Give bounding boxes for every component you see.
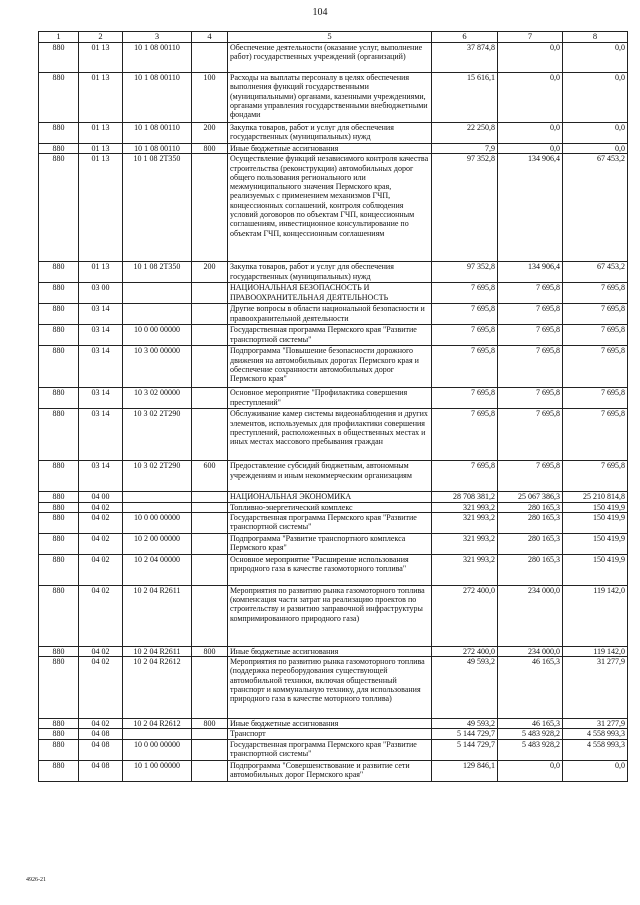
cell-target-article: 10 2 04 R2612 [123,657,192,719]
cell-expense-type: 100 [192,73,228,123]
cell-amount-1: 22 250,8 [432,123,498,144]
cell-amount-3: 7 695,8 [563,461,628,492]
table-row [39,461,628,492]
table-row [39,502,628,512]
cell-ved: 880 [39,43,79,73]
cell-expense-type [192,492,228,502]
cell-section: 01 13 [79,262,123,283]
cell-name: Основное мероприятие "Профилактика совершения преступлений" [228,388,432,409]
cell-name: Предоставление субсидий бюджетным, автономным учреждениям и иным некоммерческим организациям [228,461,432,492]
cell-name: Расходы на выплаты персоналу в целях обеспечения выполнения функций государственными (муниципальными) органами, казенными учреждениями, органами управления государственными внебюджетными фондами [228,73,432,123]
cell-name: Осуществление функций независимого контроля качества строительства (реконструкции) автомобильных дорог общего пользования регионального или межмуниципального значения Пермского края, реализуемых с применением механизмов ГЧП, концессионных соглашений, контроля соблюдения условий договоров по объектам ГЧП, концессионным соглашениям, инвестиционное консультирование по объектам ГЧП, концессионным соглашениям [228,154,432,262]
cell-expense-type [192,304,228,325]
cell-expense-type [192,657,228,719]
cell-expense-type [192,512,228,533]
cell-amount-1: 49 593,2 [432,657,498,719]
table-row [39,123,628,144]
cell-amount-2: 0,0 [498,144,563,154]
cell-ved: 880 [39,739,79,760]
cell-amount-3: 119 142,0 [563,646,628,656]
cell-expense-type [192,325,228,346]
cell-amount-3: 31 277,9 [563,657,628,719]
cell-ved: 880 [39,492,79,502]
cell-amount-3: 67 453,2 [563,262,628,283]
cell-ved: 880 [39,554,79,585]
cell-expense-type [192,409,228,461]
cell-amount-3: 4 558 993,3 [563,729,628,739]
cell-amount-3: 7 695,8 [563,283,628,304]
cell-name: Обслуживание камер системы видеонаблюдения и других элементов, используемых для профилактики совершения преступлений, расположенных в общественных местах и иных местах массового пребывания граждан [228,409,432,461]
cell-amount-1: 97 352,8 [432,154,498,262]
cell-target-article [123,729,192,739]
cell-name: Транспорт [228,729,432,739]
cell-target-article: 10 1 08 00110 [123,73,192,123]
table-row [39,533,628,554]
table-row [39,554,628,585]
cell-amount-2: 280 165,3 [498,512,563,533]
cell-amount-1: 321 993,2 [432,554,498,585]
cell-amount-1: 97 352,8 [432,262,498,283]
cell-expense-type: 800 [192,646,228,656]
cell-expense-type: 200 [192,262,228,283]
cell-expense-type [192,502,228,512]
cell-amount-3: 31 277,9 [563,719,628,729]
cell-amount-1: 321 993,2 [432,502,498,512]
cell-amount-1: 129 846,1 [432,760,498,781]
cell-section: 03 14 [79,461,123,492]
cell-name: Государственная программа Пермского края "Развитие транспортной системы" [228,512,432,533]
table-row [39,512,628,533]
cell-amount-1: 321 993,2 [432,533,498,554]
cell-amount-1: 5 144 729,7 [432,739,498,760]
table-row [39,346,628,388]
cell-expense-type [192,346,228,388]
cell-section: 01 13 [79,144,123,154]
cell-section: 04 02 [79,502,123,512]
cell-amount-1: 15 616,1 [432,73,498,123]
cell-amount-2: 0,0 [498,43,563,73]
cell-amount-3: 150 419,9 [563,502,628,512]
cell-target-article: 10 2 04 R2612 [123,719,192,729]
cell-section: 01 13 [79,123,123,144]
cell-expense-type [192,43,228,73]
cell-section: 04 02 [79,646,123,656]
cell-amount-2: 5 483 928,2 [498,739,563,760]
table-row [39,73,628,123]
header-col-7: 7 [498,32,563,43]
cell-ved: 880 [39,512,79,533]
table-row [39,585,628,646]
cell-ved: 880 [39,304,79,325]
cell-ved: 880 [39,388,79,409]
cell-amount-2: 25 067 386,3 [498,492,563,502]
cell-name: Государственная программа Пермского края "Развитие транспортной системы" [228,325,432,346]
cell-amount-2: 0,0 [498,123,563,144]
cell-amount-1: 7 695,8 [432,346,498,388]
cell-amount-3: 119 142,0 [563,585,628,646]
cell-section: 04 02 [79,512,123,533]
cell-section: 03 14 [79,388,123,409]
cell-expense-type: 600 [192,461,228,492]
cell-amount-3: 0,0 [563,43,628,73]
cell-amount-3: 67 453,2 [563,154,628,262]
cell-target-article: 10 2 04 00000 [123,554,192,585]
cell-section: 04 08 [79,729,123,739]
table-row [39,388,628,409]
cell-ved: 880 [39,262,79,283]
cell-expense-type [192,729,228,739]
cell-amount-3: 7 695,8 [563,409,628,461]
cell-amount-2: 134 906,4 [498,154,563,262]
cell-expense-type [192,283,228,304]
cell-section: 03 14 [79,409,123,461]
cell-amount-2: 280 165,3 [498,533,563,554]
cell-section: 03 14 [79,304,123,325]
cell-section: 04 00 [79,492,123,502]
cell-amount-2: 234 000,0 [498,646,563,656]
cell-ved: 880 [39,719,79,729]
cell-amount-1: 5 144 729,7 [432,729,498,739]
cell-target-article: 10 2 04 R2611 [123,646,192,656]
cell-ved: 880 [39,73,79,123]
cell-target-article [123,304,192,325]
header-col-8: 8 [563,32,628,43]
cell-amount-1: 7 695,8 [432,304,498,325]
cell-name: Иные бюджетные ассигнования [228,144,432,154]
cell-ved: 880 [39,325,79,346]
cell-expense-type: 800 [192,144,228,154]
cell-target-article: 10 1 08 00110 [123,123,192,144]
cell-amount-2: 7 695,8 [498,283,563,304]
header-col-1: 1 [39,32,79,43]
cell-ved: 880 [39,154,79,262]
cell-ved: 880 [39,409,79,461]
cell-expense-type [192,533,228,554]
cell-target-article: 10 3 02 2Т290 [123,461,192,492]
table-row [39,283,628,304]
cell-amount-2: 7 695,8 [498,346,563,388]
cell-amount-3: 25 210 814,8 [563,492,628,502]
cell-target-article: 10 1 08 2Т350 [123,154,192,262]
cell-name: Топливно-энергетический комплекс [228,502,432,512]
cell-ved: 880 [39,760,79,781]
cell-amount-1: 7,9 [432,144,498,154]
cell-target-article: 10 2 00 00000 [123,533,192,554]
cell-ved: 880 [39,729,79,739]
cell-amount-2: 7 695,8 [498,325,563,346]
table-row [39,325,628,346]
cell-ved: 880 [39,283,79,304]
cell-amount-3: 7 695,8 [563,304,628,325]
cell-target-article: 10 1 08 2Т350 [123,262,192,283]
cell-amount-3: 7 695,8 [563,388,628,409]
cell-section: 03 00 [79,283,123,304]
table-row [39,409,628,461]
cell-target-article: 10 3 00 00000 [123,346,192,388]
cell-amount-3: 0,0 [563,73,628,123]
cell-target-article: 10 0 00 00000 [123,739,192,760]
footer-code: 4926-21 [26,877,46,883]
cell-section: 04 08 [79,760,123,781]
cell-amount-3: 150 419,9 [563,554,628,585]
cell-amount-2: 0,0 [498,760,563,781]
table-row [39,154,628,262]
cell-amount-1: 272 400,0 [432,646,498,656]
cell-target-article [123,502,192,512]
table-row [39,262,628,283]
cell-expense-type [192,760,228,781]
cell-ved: 880 [39,123,79,144]
cell-name: Иные бюджетные ассигнования [228,719,432,729]
cell-ved: 880 [39,585,79,646]
cell-amount-3: 4 558 993,3 [563,739,628,760]
table-row [39,144,628,154]
table-row [39,729,628,739]
cell-name: Подпрограмма "Развитие транспортного комплекса Пермского края" [228,533,432,554]
cell-expense-type [192,154,228,262]
cell-section: 04 02 [79,657,123,719]
cell-target-article: 10 3 02 2Т290 [123,409,192,461]
header-col-4: 4 [192,32,228,43]
cell-amount-2: 7 695,8 [498,304,563,325]
table-row [39,492,628,502]
cell-amount-3: 150 419,9 [563,512,628,533]
cell-name: НАЦИОНАЛЬНАЯ БЕЗОПАСНОСТЬ И ПРАВООХРАНИТЕЛЬНАЯ ДЕЯТЕЛЬНОСТЬ [228,283,432,304]
cell-amount-3: 0,0 [563,123,628,144]
cell-amount-3: 7 695,8 [563,325,628,346]
cell-section: 04 02 [79,585,123,646]
cell-amount-2: 280 165,3 [498,502,563,512]
cell-amount-2: 0,0 [498,73,563,123]
page-number: 104 [312,7,328,18]
cell-amount-1: 37 874,8 [432,43,498,73]
cell-name: Мероприятия по развитию рынка газомоторного топлива (поддержка переоборудования существующей автомобильной техники, включая общественный транспорт и коммунальную технику, для использования природного газа в качестве моторного топлива) [228,657,432,719]
cell-ved: 880 [39,144,79,154]
cell-name: Государственная программа Пермского края "Развитие транспортной системы" [228,739,432,760]
cell-name: Основное мероприятие "Расширение использования природного газа в качестве газомоторного топлива" [228,554,432,585]
cell-amount-1: 321 993,2 [432,512,498,533]
cell-amount-1: 272 400,0 [432,585,498,646]
cell-section: 01 13 [79,154,123,262]
cell-target-article: 10 3 02 00000 [123,388,192,409]
table-row [39,657,628,719]
cell-section: 04 08 [79,739,123,760]
cell-amount-3: 150 419,9 [563,533,628,554]
cell-amount-1: 49 593,2 [432,719,498,729]
table-row [39,739,628,760]
cell-name: Обеспечение деятельности (оказание услуг, выполнение работ) государственных учреждений (организаций) [228,43,432,73]
cell-amount-3: 7 695,8 [563,346,628,388]
cell-amount-1: 7 695,8 [432,388,498,409]
cell-amount-2: 234 000,0 [498,585,563,646]
cell-name: Подпрограмма "Повышение безопасности дорожного движения на автомобильных дорогах Пермского края и обеспечение сохранности автомобильных дорог Пермского края" [228,346,432,388]
cell-section: 03 14 [79,346,123,388]
cell-amount-1: 7 695,8 [432,409,498,461]
cell-target-article: 10 1 08 00110 [123,144,192,154]
header-col-2: 2 [79,32,123,43]
cell-ved: 880 [39,657,79,719]
cell-amount-2: 5 483 928,2 [498,729,563,739]
table-row [39,646,628,656]
cell-section: 03 14 [79,325,123,346]
cell-ved: 880 [39,646,79,656]
cell-amount-2: 134 906,4 [498,262,563,283]
cell-expense-type: 800 [192,719,228,729]
cell-expense-type [192,554,228,585]
cell-amount-3: 0,0 [563,760,628,781]
cell-name: Иные бюджетные ассигнования [228,646,432,656]
cell-target-article [123,283,192,304]
cell-section: 01 13 [79,73,123,123]
cell-section: 01 13 [79,43,123,73]
cell-name: Другие вопросы в области национальной безопасности и правоохранительной деятельности [228,304,432,325]
cell-amount-1: 7 695,8 [432,461,498,492]
cell-target-article: 10 1 08 00110 [123,43,192,73]
header-col-6: 6 [432,32,498,43]
cell-target-article: 10 1 00 00000 [123,760,192,781]
cell-target-article: 10 0 00 00000 [123,325,192,346]
table-row [39,304,628,325]
cell-amount-2: 7 695,8 [498,461,563,492]
header-row [39,32,628,43]
cell-section: 04 02 [79,533,123,554]
cell-expense-type: 200 [192,123,228,144]
cell-ved: 880 [39,346,79,388]
cell-amount-2: 7 695,8 [498,409,563,461]
cell-amount-2: 46 165,3 [498,657,563,719]
cell-ved: 880 [39,502,79,512]
table-body [39,43,628,782]
cell-target-article [123,492,192,502]
cell-amount-1: 7 695,8 [432,325,498,346]
cell-name: НАЦИОНАЛЬНАЯ ЭКОНОМИКА [228,492,432,502]
cell-target-article: 10 0 00 00000 [123,512,192,533]
cell-ved: 880 [39,461,79,492]
table-row [39,760,628,781]
cell-amount-1: 7 695,8 [432,283,498,304]
table-row [39,719,628,729]
cell-name: Закупка товаров, работ и услуг для обеспечения государственных (муниципальных) нужд [228,262,432,283]
cell-expense-type [192,739,228,760]
table-row [39,43,628,73]
budget-table [38,31,628,782]
cell-amount-2: 7 695,8 [498,388,563,409]
cell-amount-2: 46 165,3 [498,719,563,729]
cell-target-article: 10 2 04 R2611 [123,585,192,646]
cell-name: Закупка товаров, работ и услуг для обеспечения государственных (муниципальных) нужд [228,123,432,144]
cell-amount-1: 28 708 381,2 [432,492,498,502]
header-col-5: 5 [228,32,432,43]
cell-ved: 880 [39,533,79,554]
cell-name: Подпрограмма "Совершенствование и развитие сети автомобильных дорог Пермского края" [228,760,432,781]
cell-section: 04 02 [79,719,123,729]
cell-name: Мероприятия по развитию рынка газомоторного топлива (компенсация части затрат на реализацию проектов по строительству и развитию заправочной инфраструктуры компримированного природного газа) [228,585,432,646]
cell-expense-type [192,585,228,646]
cell-section: 04 02 [79,554,123,585]
header-col-3: 3 [123,32,192,43]
cell-expense-type [192,388,228,409]
cell-amount-3: 0,0 [563,144,628,154]
cell-amount-2: 280 165,3 [498,554,563,585]
